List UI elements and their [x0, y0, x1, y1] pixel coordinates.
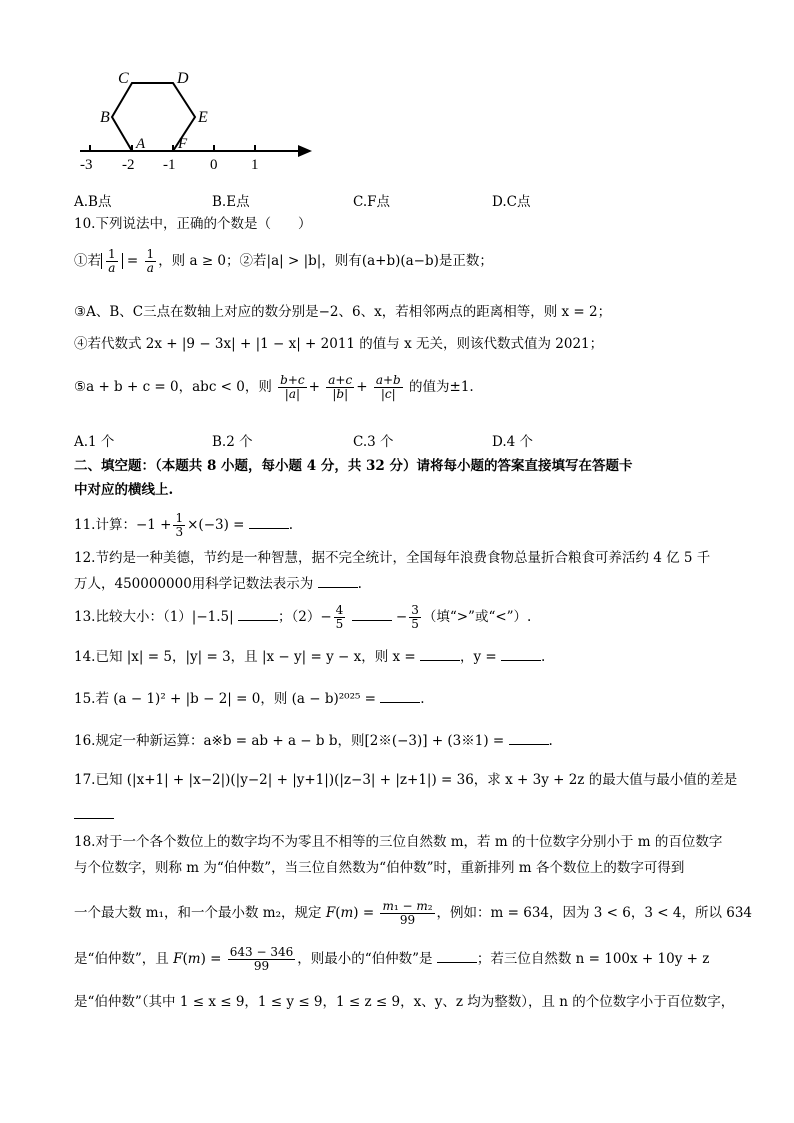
vertex-label-c: C [118, 70, 129, 87]
q9-option-b: B.E点 [212, 194, 250, 210]
vertex-label-b: B [100, 109, 110, 126]
q10-statement-3: ③A、B、C三点在数轴上对应的数分别是−2、6、x，若相邻两点的距离相等，则 x = 2； [74, 304, 612, 320]
q17: 17.已知 (|x+1| + |x−2|)(|y−2| + |y+1|)(|z−3| + |z+1|) = 36，求 x + 3y + 2z 的最大值与最小值的差是 [74, 772, 738, 788]
tick-label: -1 [163, 157, 176, 173]
q12-line2: 万人，450000000用科学记数法表示为 . [74, 576, 362, 592]
vertex-label-f: F [178, 136, 188, 152]
q10-statement-4: ④若代数式 2x + |9 − 3x| + |1 − x| + 2011 的值与 x 无关，则该代数式值为 2021； [74, 336, 604, 352]
q14: 14.已知 |x| = 5，|y| = 3，且 |x − y| = y − x，则 x = ，y = . [74, 649, 546, 665]
q18-line5: 是“伯仲数”（其中 1 ≤ x ≤ 9，1 ≤ y ≤ 9，1 ≤ z ≤ 9，x、y、z 均为整数），且 n 的个位数字小于百位数字， [74, 994, 735, 1010]
tick-label: -2 [122, 157, 135, 173]
q18-line2: 与个位数字，则称 m 为“伯仲数”，当三位自然数为“伯仲数”时，重新排列 m 各个数位上的数字可得到 [74, 860, 685, 876]
q9-option-c: C.F点 [353, 194, 391, 210]
q12-line1: 12.节约是一种美德，节约是一种智慧，据不完全统计，全国每年浪费食物总量折合粮食可养活约 4 亿 5 千 [74, 550, 711, 566]
q9-option-a: A.B点 [74, 194, 112, 210]
section-heading-cont: 中对应的横线上. [74, 482, 174, 498]
q10-option-c: C.3 个 [353, 434, 394, 450]
tick-label: 0 [210, 157, 218, 173]
q10-statement-1: ①若 $\frac{1}{a}$ = $\frac{1}{a}$ ，则 a ≥ 0；②若|a| > |b|，则有(a+b)(a−b)是正数； [74, 247, 493, 276]
number-line-arrow [298, 145, 312, 157]
q10-statement-5: ⑤a + b + c = 0，abc < 0，则 $\frac{b+c}{|a|}$ + $\frac{a+c}{|b|}$ + $\frac{a+b}{|c|}$ 的值为±1. [74, 373, 474, 402]
q18-line3: 一个最大数 m₁，和一个最小数 m₂，规定 F(m) = $\frac{\text{m₁ − m₂}}{99}$ ，例如：m = 634，因为 3 < 6，3 < 4，所以 634 [74, 899, 753, 928]
q18-line4: 是“伯仲数”，且 F(m) = $\frac{643 - 346}{99}$ ，则最小的“伯仲数”是 ；若三位自然数 n = 100x + 10y + z [74, 945, 710, 974]
vertex-label-e: E [198, 109, 208, 126]
q15: 15.若 (a − 1)² + |b − 2| = 0，则 (a − b)²⁰²⁵ = . [74, 691, 425, 707]
q13: 13.比较大小：（1）|−1.5| ；（2）− $\frac{4}{5}$ − $\frac{3}{5}$ （填“>”或“<”）. [74, 603, 532, 632]
q16: 16.规定一种新运算：a※b = ab + a − b b，则[2※(−3)] + (3※1) = . [74, 733, 553, 749]
q10-option-d: D.4 个 [492, 434, 534, 450]
vertex-label-d: D [177, 70, 189, 87]
q17-blank [74, 806, 114, 823]
vertex-label-a: A [136, 136, 146, 152]
tick-label: -3 [80, 157, 93, 173]
q9-option-d: D.C点 [492, 194, 531, 210]
tick-label: 1 [251, 157, 259, 173]
section-heading: 二、填空题：（本题共 8 小题，每小题 4 分，共 32 分）请将每小题的答案直接填写在答题卡 [74, 458, 633, 474]
q10-option-a: A.1 个 [74, 434, 115, 450]
q10-option-b: B.2 个 [212, 434, 253, 450]
hexagon-number-line-figure [72, 65, 317, 175]
q18-line1: 18.对于一个各个数位上的数字均不为零且不相等的三位自然数 m，若 m 的十位数字分别小于 m 的百位数字 [74, 834, 723, 850]
q10-stem: 10.下列说法中，正确的个数是（ ） [74, 216, 312, 232]
q11: 11.计算：−1 + $\frac{1}{3}$ ×(−3) = . [74, 511, 294, 540]
